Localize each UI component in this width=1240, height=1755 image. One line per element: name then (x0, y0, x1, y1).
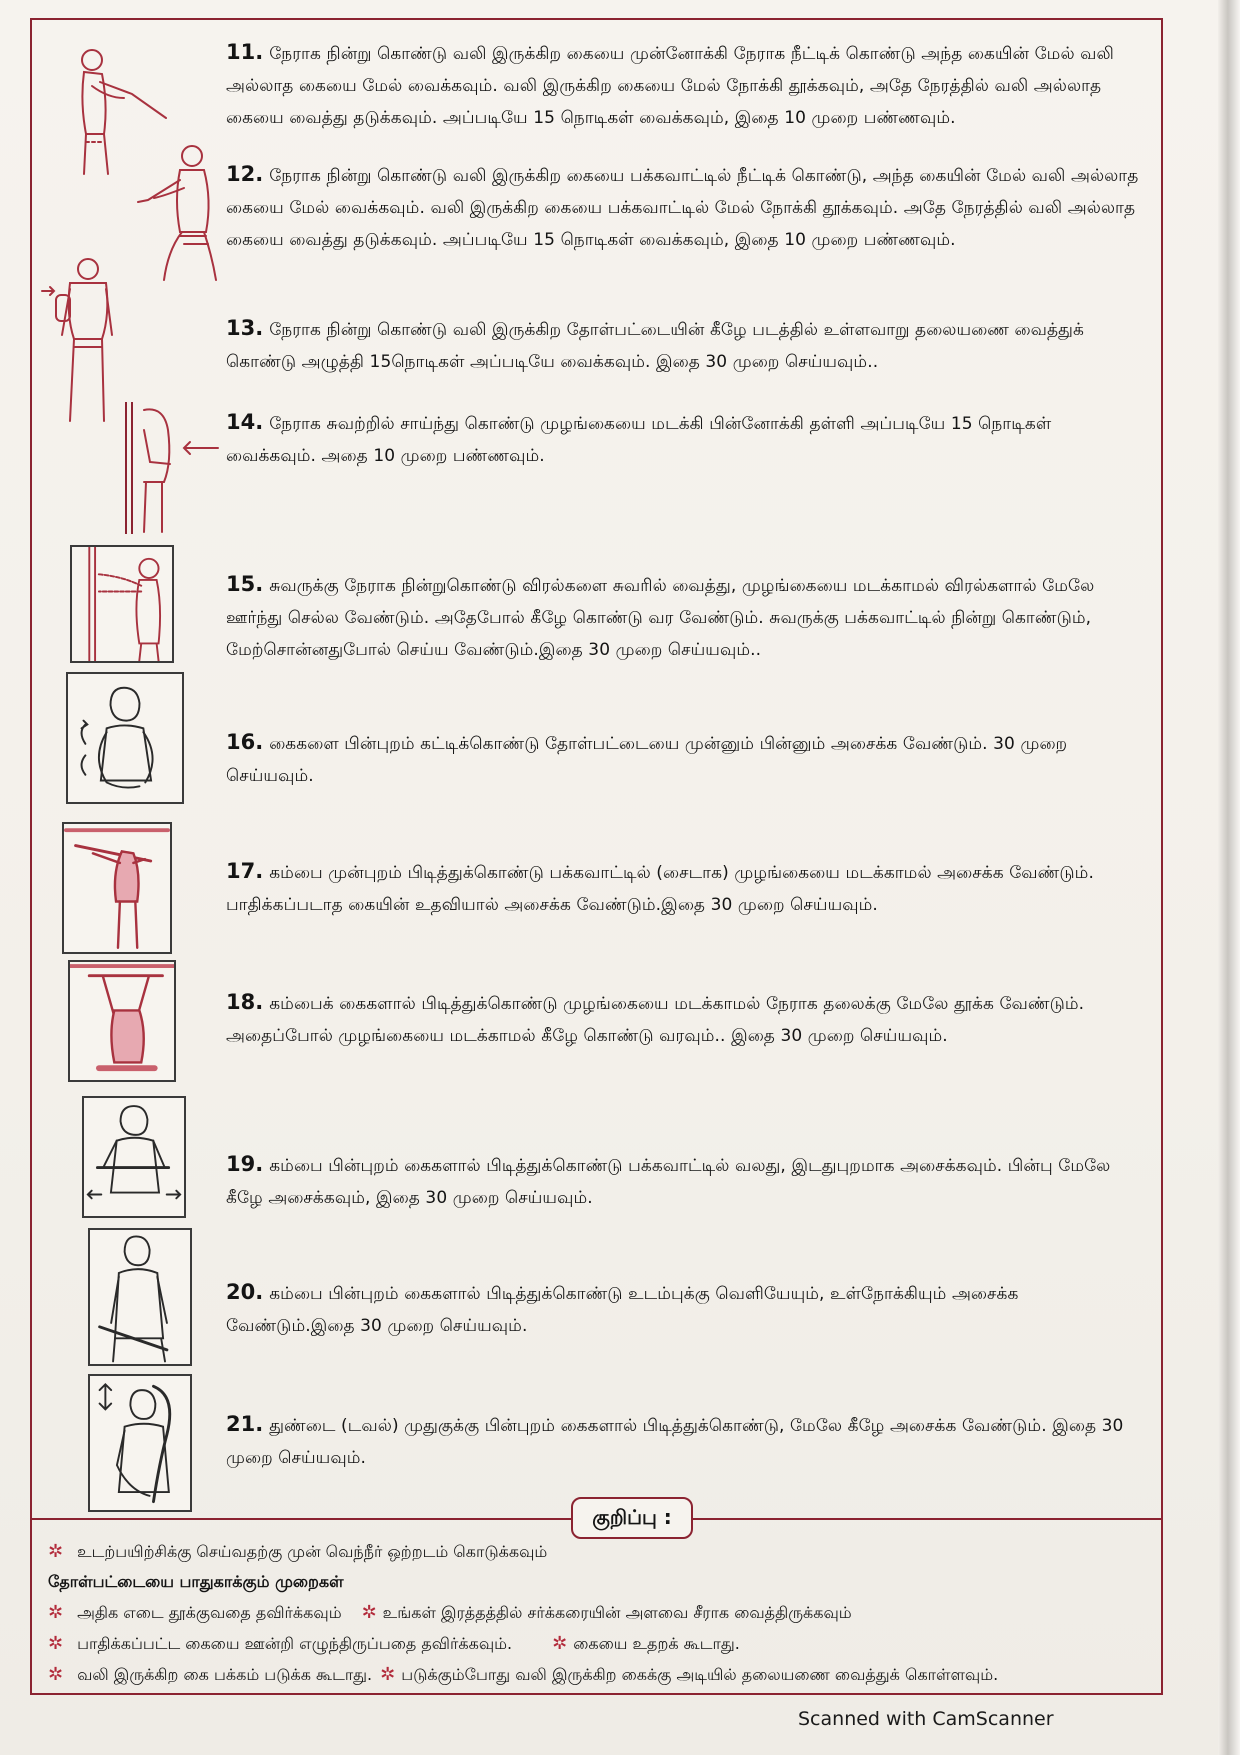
stick-behind-side-figure (82, 1096, 186, 1218)
pillow-under-arm-figure (40, 255, 130, 427)
tip-text: பாதிக்கப்பட்ட கையை ஊன்றி எழுந்திருப்பதை தவிர்க்கவும். (77, 1634, 513, 1653)
tip-text: படுக்கும்போது வலி இருக்கிற கைக்கு அடியில் தலையணை வைத்துக் கொள்ளவும். (401, 1665, 999, 1684)
step-text: கம்பை முன்புறம் பிடித்துக்கொண்டு பக்கவாட்டில் (சைடாக) முழங்கையை மடக்காமல் அசைக்க வேண்டும். பாதிக்கப்படாத கையின் உதவியால் அசைக்க வேண்டும்.இதை 30 முறை செய்யவும். (226, 863, 1094, 915)
step-21 (226, 1408, 1146, 1474)
note-text: உடற்பயிற்சிக்கு செய்வதற்கு முன் வெந்நீர் ஒற்றடம் கொடுக்கவும் (77, 1542, 548, 1561)
note-tips-row-2 (48, 1632, 1158, 1656)
step-number: 11. (226, 40, 264, 64)
scanner-watermark: Scanned with CamScanner (798, 1708, 1054, 1730)
step-number: 16. (226, 730, 264, 754)
step-number: 12. (226, 162, 264, 186)
step-text: கம்பைக் கைகளால் பிடித்துக்கொண்டு முழங்கையை மடக்காமல் நேராக தலைக்கு மேலே தூக்க வேண்டும். அதைப்போல் முழங்கையை மடக்காமல் கீழே கொண்டு வரவும்.. இதை 30 முறை செய்யவும். (226, 994, 1085, 1046)
step-text: கைகளை பின்புறம் கட்டிக்கொண்டு தோள்பட்டையை முன்னும் பின்னும் அசைக்க வேண்டும். 30 முறை செய்யவும். (226, 734, 1068, 786)
step-17 (226, 855, 1146, 921)
tip-text: அதிக எடை தூக்குவதை தவிர்க்கவும் (77, 1603, 342, 1622)
step-15 (226, 568, 1146, 666)
hands-behind-shrug-figure (66, 672, 184, 804)
step-text: துண்டை (டவல்) முதுகுக்கு பின்புறம் கைகளால் பிடித்துக்கொண்டு, மேலே கீழே அசைக்க வேண்டும். இதை 30 முறை செய்யவும். (226, 1416, 1124, 1468)
step-13 (226, 312, 1146, 378)
arm-side-resist-figure (134, 140, 238, 285)
stick-front-side-figure (62, 822, 172, 954)
note-line-1 (48, 1540, 1158, 1564)
note-tips-row-1 (48, 1601, 1158, 1625)
step-20 (226, 1276, 1146, 1342)
note-tips-row-3 (48, 1663, 1158, 1687)
step-14 (226, 406, 1146, 472)
note-heading-line (48, 1570, 1158, 1594)
step-number: 17. (226, 859, 264, 883)
step-number: 18. (226, 990, 264, 1014)
tip-text: உங்கள் இரத்தத்தில் சர்க்கரையின் அளவை சீராக வைத்திருக்கவும் (382, 1603, 852, 1622)
towel-behind-back-figure (88, 1374, 192, 1512)
step-18 (226, 986, 1146, 1052)
step-number: 14. (226, 410, 264, 434)
step-16 (226, 726, 1146, 792)
tip-text: கையை உதறக் கூடாது. (573, 1634, 740, 1653)
stick-overhead-figure (68, 960, 176, 1082)
step-number: 15. (226, 572, 264, 596)
step-number: 20. (226, 1280, 264, 1304)
step-text: நேராக சுவற்றில் சாய்ந்து கொண்டு முழங்கையை மடக்கி பின்னோக்கி தள்ளி அப்படியே 15 நொடிகள் வைக்கவும். அதை 10 முறை பண்ணவும். (226, 414, 1052, 466)
page-edge-shadow (1218, 0, 1240, 1755)
wall-lean-elbow-figure (120, 402, 222, 534)
star-icon: ✲ (380, 1664, 396, 1685)
stick-behind-out-in-figure (88, 1228, 192, 1366)
star-icon: ✲ (48, 1664, 64, 1685)
tip-text: வலி இருக்கிற கை பக்கம் படுக்க கூடாது. (77, 1665, 373, 1684)
step-text: நேராக நின்று கொண்டு வலி இருக்கிற தோள்பட்டையின் கீழே படத்தில் உள்ளவாறு தலையணை வைத்துக் கொண்டு அழுத்தி 15நொடிகள் அப்படியே வைக்கவும். இதை 30 முறை செய்யவும்.. (226, 320, 1084, 372)
wall-finger-walk-figure (70, 545, 174, 663)
step-12 (226, 158, 1146, 256)
note-badge: குறிப்பு : (571, 1497, 693, 1539)
step-text: நேராக நின்று கொண்டு வலி இருக்கிற கையை முன்னோக்கி நேராக நீட்டிக் கொண்டு அந்த கையின் மேல் வலி அல்லாத கையை மேல் வைக்கவும். வலி இருக்கிற கையை மேல் நோக்கி தூக்கவும், அதே நேரத்தில் வலி அல்லாத கையை வைத்து தடுக்கவும். அப்படியே 15 நொடிகள் வைக்கவும், இதை 10 முறை பண்ணவும். (226, 44, 1114, 128)
star-icon: ✲ (48, 1541, 64, 1562)
step-text: நேராக நின்று கொண்டு வலி இருக்கிற கையை பக்கவாட்டில் நீட்டிக் கொண்டு, அந்த கையின் மேல் வலி அல்லாத கையை மேல் வைக்கவும். வலி இருக்கிற கையை பக்கவாட்டில் மேல் நோக்கி தூக்கவும். அதே நேரத்தில் வலி அல்லாத கையை வைத்து தடுக்கவும். அப்படியே 15 நொடிகள் வைக்கவும், இதை 10 முறை பண்ணவும். (226, 166, 1139, 250)
step-number: 19. (226, 1152, 264, 1176)
step-number: 13. (226, 316, 264, 340)
star-icon: ✲ (552, 1633, 568, 1654)
star-icon: ✲ (48, 1633, 64, 1654)
step-text: கம்பை பின்புறம் கைகளால் பிடித்துக்கொண்டு பக்கவாட்டில் வலது, இடதுபுறமாக அசைக்கவும். பின்பு மேலே கீழே அசைக்கவும், இதை 30 முறை செய்யவும். (226, 1156, 1111, 1208)
step-text: கம்பை பின்புறம் கைகளால் பிடித்துக்கொண்டு உடம்புக்கு வெளியேயும், உள்நோக்கியும் அசைக்க வேண்டும்.இதை 30 முறை செய்யவும். (226, 1284, 1019, 1336)
step-19 (226, 1148, 1146, 1214)
step-number: 21. (226, 1412, 264, 1436)
star-icon: ✲ (361, 1602, 377, 1623)
note-heading: தோள்பட்டையை பாதுகாக்கும் முறைகள் (48, 1572, 344, 1591)
step-text: சுவருக்கு நேராக நின்றுகொண்டு விரல்களை சுவரில் வைத்து, முழங்கையை மடக்காமல் விரல்களால் மேலே ஊர்ந்து செல்ல வேண்டும். அதேபோல் கீழே கொண்டு வர வேண்டும். சுவருக்கு பக்கவாட்டில் நின்று கொண்டும், மேற்சொன்னதுபோல் செய்ய வேண்டும்.இதை 30 முறை செய்யவும்.. (226, 576, 1095, 660)
step-11 (226, 36, 1146, 134)
star-icon: ✲ (48, 1602, 64, 1623)
